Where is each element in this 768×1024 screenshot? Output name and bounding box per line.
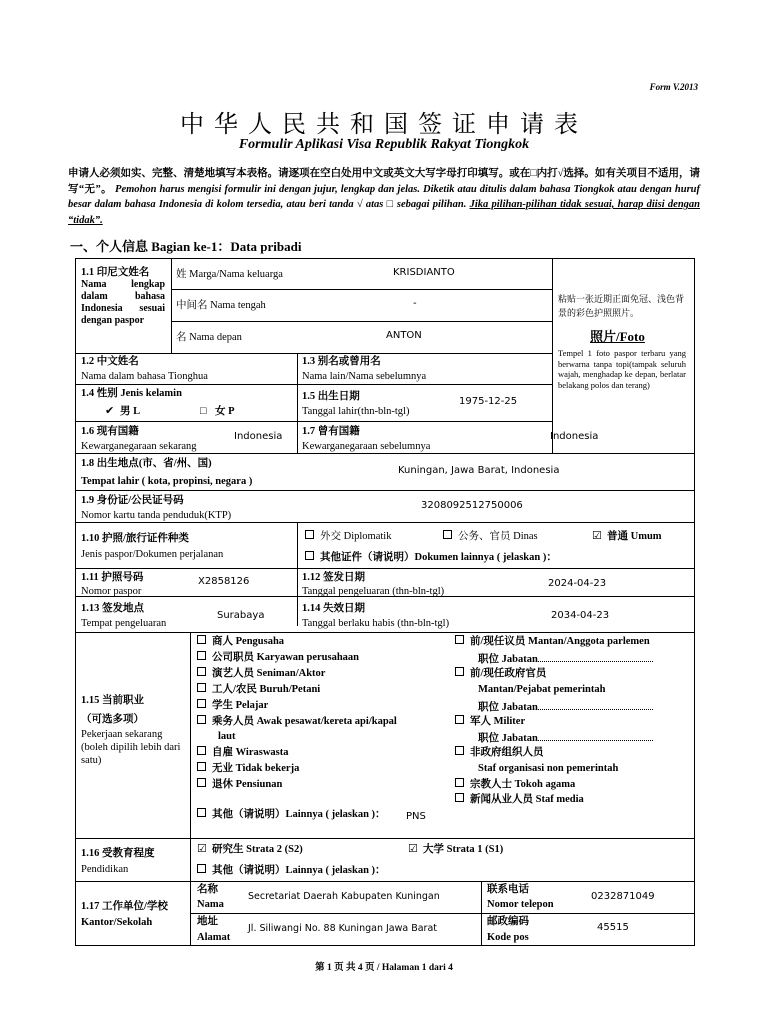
checkbox-icon — [197, 762, 206, 771]
occupation-option[interactable] — [197, 683, 320, 696]
education-s2[interactable] — [197, 843, 303, 856]
postal-value[interactable]: 45515 — [597, 922, 629, 933]
photo-note-id: Tempel 1 foto paspor terbaru yang berwarna tanpa topi(tampak seluruh wajah, menghadap ke depan, berlatar belakang polos dan terang) — [558, 348, 686, 390]
middle-name-label: 中间名 Nama tengah — [176, 300, 266, 311]
current-nationality-value[interactable]: Indonesia — [234, 431, 283, 442]
occupation-option[interactable] — [455, 778, 575, 791]
occupation-label: 前/现任议员 Mantan/Anggota parlemen — [470, 636, 650, 647]
checkbox-icon — [455, 635, 464, 644]
checkbox-icon — [455, 793, 464, 802]
occupation-label: 演艺人员 Seniman/Aktor — [212, 668, 326, 679]
instructions — [68, 166, 700, 228]
work-name-value[interactable]: Secretariat Daerah Kabupaten Kuningan — [248, 891, 440, 902]
field-1-10-label-id: Jenis paspor/Dokumen perjalanan — [81, 549, 224, 560]
field-1-10-label-cn: 1.10 护照/旅行证件种类 — [81, 533, 189, 544]
occupation-label: 无业 Tidak bekerja — [212, 763, 300, 774]
occupation-option[interactable] — [197, 667, 325, 680]
occupation-label: 非政府组织人员 — [470, 747, 544, 758]
postal-label-cn: 邮政编码 — [487, 916, 529, 927]
previous-nationality-value[interactable]: Indonesia — [550, 431, 599, 442]
field-1-2-label-cn: 1.2 中文姓名 — [81, 356, 139, 367]
occupation-detail — [478, 699, 653, 714]
occupation-label: 公司职员 Karyawan perusahaan — [212, 652, 360, 663]
field-1-16-label-id: Pendidikan — [81, 864, 129, 875]
instructions-id-underlined: Jika pilihan-pilihan tidak sesuai, harap diisi dengan “tidak”. — [68, 199, 700, 226]
occupation-detail — [478, 683, 605, 696]
passport-type-diplomatic[interactable] — [305, 530, 391, 543]
birth-date-value[interactable]: 1975-12-25 — [459, 396, 518, 407]
address-label-cn: 地址 — [197, 916, 218, 927]
occupation-continuation — [218, 730, 236, 743]
gender-male-option[interactable] — [105, 405, 140, 418]
checkbox-icon — [197, 864, 206, 873]
field-1-8-label-cn: 1.8 出生地点(市、省/州、国) — [81, 458, 212, 469]
checkbox-icon — [197, 699, 206, 708]
field-1-16-label-cn: 1.16 受教育程度 — [81, 848, 155, 859]
occupation-label: Mantan/Pejabat pemerintah — [478, 684, 606, 695]
passport-type-other-label: 其他证件（请说明）Dokumen lainnya ( jelaskan )： — [320, 552, 557, 563]
issue-date-value[interactable]: 2024-04-23 — [548, 578, 607, 589]
work-name-label-cn: 名称 — [197, 884, 218, 895]
occupation-label: 新闻从业人员 Staf media — [470, 794, 584, 805]
surname-label: 姓 Marga/Nama keluarga — [176, 269, 283, 280]
occupation-label: 学生 Pelajar — [212, 700, 269, 711]
occupation-option[interactable] — [197, 715, 397, 728]
occupation-option[interactable] — [455, 746, 544, 759]
check-icon: ✔ — [105, 405, 115, 417]
occupation-option[interactable] — [197, 762, 299, 775]
title-chinese: 中华人民共和国签证申请表 — [180, 112, 588, 138]
field-1-5-label-id: Tanggal lahir(thn-bln-tgl) — [302, 406, 410, 417]
occupation-detail — [478, 730, 653, 745]
expiry-date-value[interactable]: 2034-04-23 — [551, 610, 610, 621]
postal-label-id: Kode pos — [487, 932, 529, 943]
surname-value[interactable]: KRISDIANTO — [393, 267, 455, 278]
field-1-3-label-id: Nama lain/Nama sebelumnya — [302, 371, 427, 382]
field-1-12-label-cn: 1.12 签发日期 — [302, 572, 365, 583]
passport-type-diplomatic-label: 外交 Diplomatik — [320, 531, 392, 542]
checkbox-icon — [305, 530, 314, 539]
checkbox-icon: □ — [200, 405, 207, 417]
occupation-detail — [478, 762, 618, 775]
occupation-other[interactable] — [197, 808, 386, 821]
field-1-14-label-id: Tanggal berlaku habis (thn-bln-tgl) — [302, 618, 450, 629]
checkbox-icon — [455, 778, 464, 787]
field-1-7-label-cn: 1.7 曾有国籍 — [302, 426, 360, 437]
field-1-15-label-id: Pekerjaan sekarang (boleh dipilih lebih dari satu) — [81, 729, 181, 766]
field-1-17-label-cn: 1.17 工作单位/学校 — [81, 901, 168, 912]
address-value[interactable]: Jl. Siliwangi No. 88 Kuningan Jawa Barat — [248, 923, 438, 934]
passport-type-service-label: 公务、官员 Dinas — [458, 531, 538, 542]
passport-number-value[interactable]: X2858126 — [198, 576, 250, 587]
checkbox-icon — [197, 635, 206, 644]
occupation-label: 军人 Militer — [470, 716, 526, 727]
instructions-id: Pemohon harus mengisi formulir ini dengan jujur, lengkap dan jelas. Diketik atau ditulis dalam bahasa Tiongkok atau dengan huruf besar dalam bahasa Indonesia di kolom tersedia, atau beri tanda √ atas □ sebagai pilihan. — [68, 183, 701, 210]
field-1-6-label-id: Kewarganegaraan sekarang — [81, 441, 197, 452]
field-1-4-label: 1.4 性别 Jenis kelamin — [81, 388, 182, 399]
occupation-label: 宗教人士 Tokoh agama — [470, 779, 576, 790]
fill-in-blank[interactable] — [538, 730, 653, 741]
occupation-label: 职位 Jabatan — [478, 702, 538, 713]
passport-type-other[interactable] — [305, 551, 557, 564]
photo-title: 照片/Foto — [590, 329, 645, 344]
field-1-12-label-id: Tanggal pengeluaran (thn-bln-tgl) — [302, 586, 445, 597]
photo-note-cn: 粘贴一张近期正面免冠、浅色背景的彩色护照照片。 — [558, 294, 685, 318]
field-1-11-label-id: Nomor paspor — [81, 586, 142, 597]
occupation-option[interactable] — [197, 699, 268, 712]
field-1-5-label-cn: 1.5 出生日期 — [302, 391, 360, 402]
occupation-label: 乘务人员 Awak pesawat/kereta api/kapal — [212, 716, 397, 727]
occupation-label: 自雇 Wiraswasta — [212, 747, 289, 758]
field-1-7-label-id: Kewarganegaraan sebelumnya — [302, 441, 431, 452]
occupation-option[interactable] — [455, 635, 650, 648]
issue-place-value[interactable]: Surabaya — [217, 610, 265, 621]
field-1-13-label-id: Tempat pengeluaran — [81, 618, 167, 629]
occupation-option[interactable] — [455, 793, 584, 806]
work-name-label-id: Nama — [197, 899, 224, 910]
given-name-value[interactable]: ANTON — [386, 330, 422, 341]
checked-box-icon: ☑ — [592, 530, 602, 542]
checkbox-icon — [455, 715, 464, 724]
occupation-label: 职位 Jabatan — [478, 654, 538, 665]
phone-label-cn: 联系电话 — [487, 884, 529, 895]
field-1-8-label-id: Tempat lahir ( kota, propinsi, negara ) — [81, 476, 253, 487]
occupation-option[interactable] — [455, 667, 546, 680]
passport-type-ordinary[interactable] — [592, 530, 662, 543]
education-s1[interactable] — [408, 843, 503, 856]
form-version: Form V.2013 — [649, 82, 698, 92]
occupation-option[interactable] — [197, 635, 284, 648]
field-1-17-label-id: Kantor/Sekolah — [81, 917, 153, 928]
instructions-cn: 申请人必须如实、完整、清楚地填写本表格。请逐项在空白处用中文或英文大写字母打印填写。或在□内打√选择。如有关项目不适用，请写“无”。 — [68, 168, 700, 195]
education-s2-label: 研究生 Strata 2 (S2) — [212, 844, 303, 855]
occupation-label: Staf organisasi non pemerintah — [478, 763, 619, 774]
occupation-option[interactable] — [197, 746, 289, 759]
checkbox-icon — [197, 683, 206, 692]
checkbox-icon — [197, 667, 206, 676]
fill-in-blank[interactable] — [538, 699, 653, 710]
checkbox-icon — [197, 746, 206, 755]
checkbox-icon — [197, 651, 206, 660]
education-s1-label: 大学 Strata 1 (S1) — [423, 844, 504, 855]
occupation-label: 退休 Pensiunan — [212, 779, 283, 790]
occupation-other-label: 其他（请说明）Lainnya ( jelaskan )： — [212, 809, 386, 820]
checked-box-icon: ☑ — [408, 843, 418, 855]
given-name-label: 名 Nama depan — [176, 332, 242, 343]
field-1-6-label-cn: 1.6 现有国籍 — [81, 426, 139, 437]
field-1-1-label-cn: 1.1 印尼文姓名 — [81, 267, 150, 278]
phone-value[interactable]: 0232871049 — [591, 891, 655, 902]
gender-female-option[interactable] — [200, 405, 235, 418]
field-1-9-label-id: Nomor kartu tanda penduduk(KTP) — [81, 510, 232, 521]
fill-in-blank[interactable] — [538, 651, 653, 662]
occupation-option[interactable] — [455, 715, 525, 728]
title-indonesian: Formulir Aplikasi Visa Republik Rakyat Tiongkok — [238, 137, 530, 152]
occupation-detail — [478, 651, 653, 666]
address-label-id: Alamat — [197, 932, 231, 943]
checkbox-icon — [455, 667, 464, 676]
checkbox-icon — [305, 551, 314, 560]
occupation-label: laut — [218, 731, 236, 742]
section-heading: 一、个人信息 Bagian ke-1：Data pribadi — [70, 239, 302, 254]
field-1-9-label-cn: 1.9 身份证/公民证号码 — [81, 495, 184, 506]
occupation-label: 职位 Jabatan — [478, 733, 538, 744]
field-1-3-label-cn: 1.3 别名或曾用名 — [302, 356, 381, 367]
occupation-label: 前/现任政府官员 — [470, 668, 547, 679]
checkbox-icon — [197, 808, 206, 817]
field-1-15-label-cn2: （可选多项） — [81, 714, 144, 725]
checkbox-icon — [197, 715, 206, 724]
field-1-15-label-cn: 1.15 当前职业 — [81, 695, 144, 706]
birth-place-value[interactable]: Kuningan, Jawa Barat, Indonesia — [398, 465, 560, 476]
gender-male-label: 男 L — [120, 406, 141, 417]
id-card-number-value[interactable]: 3208092512750006 — [421, 500, 523, 511]
phone-label-id: Nomor telepon — [487, 899, 554, 910]
checkbox-icon — [455, 746, 464, 755]
checkbox-icon — [197, 778, 206, 787]
field-1-11-label-cn: 1.11 护照号码 — [81, 572, 144, 583]
personal-data-table — [75, 258, 695, 946]
passport-type-ordinary-label: 普通 Umum — [607, 531, 662, 542]
checked-box-icon: ☑ — [197, 843, 207, 855]
occupation-label: 工人/农民 Buruh/Petani — [212, 684, 321, 695]
occupation-option[interactable] — [197, 651, 359, 664]
page-footer: 第 1 页 共 4 页 / Halaman 1 dari 4 — [315, 963, 453, 973]
education-other-label: 其他（请说明）Lainnya ( jelaskan )： — [212, 865, 386, 876]
occupation-other-value[interactable]: PNS — [406, 811, 426, 822]
middle-name-value[interactable]: - — [413, 298, 417, 309]
field-1-14-label-cn: 1.14 失效日期 — [302, 603, 365, 614]
occupation-label: 商人 Pengusaha — [212, 636, 285, 647]
gender-female-label: 女 P — [215, 406, 235, 417]
education-other[interactable] — [197, 864, 386, 877]
checkbox-icon — [443, 530, 452, 539]
field-1-2-label-id: Nama dalam bahasa Tionghua — [81, 371, 208, 382]
occupation-option[interactable] — [197, 778, 282, 791]
field-1-13-label-cn: 1.13 签发地点 — [81, 603, 144, 614]
passport-type-service[interactable] — [443, 530, 538, 543]
field-1-1-label-id: Nama lengkap dalam bahasa Indonesia sesuai dengan paspor — [81, 279, 165, 326]
